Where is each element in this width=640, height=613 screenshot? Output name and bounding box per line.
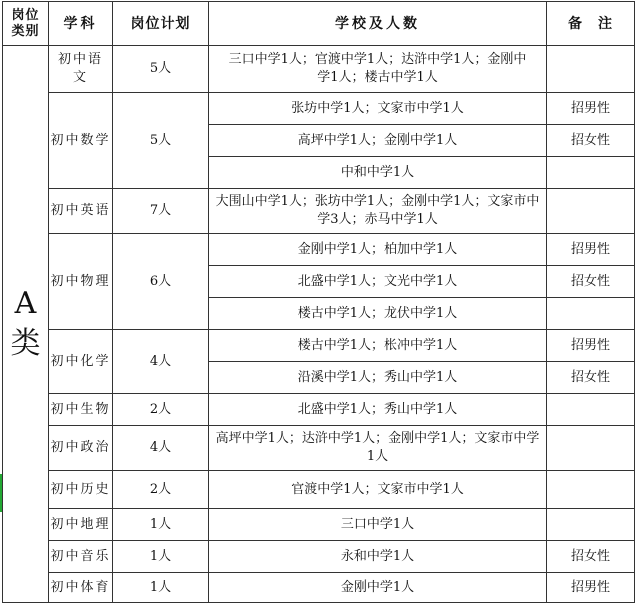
schools-cell: 高坪中学1人；金刚中学1人 [209,125,547,157]
subject-cell: 初中政治 [49,426,113,471]
note-cell: 招女性 [547,125,635,157]
schools-cell: 三口中学1人；官渡中学1人；达浒中学1人；金刚中学1人；楼古中学1人 [209,46,547,93]
schools-cell: 三口中学1人 [209,509,547,541]
schools-cell: 永和中学1人 [209,541,547,573]
plan-cell: 2人 [113,394,209,426]
table-row [3,573,635,603]
schools-cell: 中和中学1人 [209,157,547,189]
note-cell: 招男性 [547,93,635,125]
note-cell [547,298,635,330]
schools-cell: 北盛中学1人；文光中学1人 [209,266,547,298]
table-row [3,541,635,573]
header-note: 备 注 [547,2,635,46]
schools-cell: 北盛中学1人；秀山中学1人 [209,394,547,426]
schools-cell: 高坪中学1人；达浒中学1人；金刚中学1人；文家市中学1人 [209,426,547,471]
header-row [3,2,635,46]
header-subject: 学科 [49,2,113,46]
table-row [3,330,635,362]
plan-cell: 4人 [113,426,209,471]
schools-cell: 官渡中学1人；文家市中学1人 [209,471,547,509]
table-row [3,93,635,125]
table-row [3,234,635,266]
note-cell [547,471,635,509]
note-cell [547,189,635,234]
table-row [3,189,635,234]
subject-cell: 初中英语 [49,189,113,234]
note-cell: 招女性 [547,362,635,394]
plan-cell: 1人 [113,509,209,541]
schools-cell: 沿溪中学1人；秀山中学1人 [209,362,547,394]
note-cell: 招女性 [547,541,635,573]
table-row [3,509,635,541]
table-row [3,46,635,93]
schools-cell: 张坊中学1人；文家市中学1人 [209,93,547,125]
schools-cell: 楼古中学1人；龙伏中学1人 [209,298,547,330]
plan-cell: 4人 [113,330,209,394]
table-row [3,471,635,509]
subject-cell: 初中物理 [49,234,113,330]
header-schools: 学校及人数 [209,2,547,46]
schools-cell: 金刚中学1人 [209,573,547,603]
subject-cell: 初中地理 [49,509,113,541]
note-cell: 招男性 [547,573,635,603]
plan-cell: 6人 [113,234,209,330]
note-cell: 招女性 [547,266,635,298]
subject-cell: 初中生物 [49,394,113,426]
note-cell: 招男性 [547,330,635,362]
plan-cell: 5人 [113,46,209,93]
category-cell [3,46,49,603]
plan-cell: 1人 [113,541,209,573]
schools-cell: 大围山中学1人；张坊中学1人；金刚中学1人；文家市中学3人；赤马中学1人 [209,189,547,234]
subject-cell: 初中历史 [49,471,113,509]
header-plan: 岗位计划 [113,2,209,46]
recruitment-table [2,1,635,603]
note-cell [547,426,635,471]
subject-cell: 初中数学 [49,93,113,189]
schools-cell: 楼古中学1人；枨冲中学1人 [209,330,547,362]
note-cell [547,509,635,541]
note-cell: 招男性 [547,234,635,266]
note-cell [547,46,635,93]
subject-cell: 初中语文 [49,46,113,93]
subject-cell: 初中化学 [49,330,113,394]
subject-cell: 初中体育 [49,573,113,603]
category-label: A类 [10,286,41,361]
header-category: 岗位类别 [3,2,49,46]
note-cell [547,157,635,189]
subject-cell: 初中音乐 [49,541,113,573]
plan-cell: 2人 [113,471,209,509]
note-cell [547,394,635,426]
schools-cell: 金刚中学1人；柏加中学1人 [209,234,547,266]
plan-cell: 1人 [113,573,209,603]
table-row [3,426,635,471]
plan-cell: 7人 [113,189,209,234]
table-row [3,394,635,426]
plan-cell: 5人 [113,93,209,189]
